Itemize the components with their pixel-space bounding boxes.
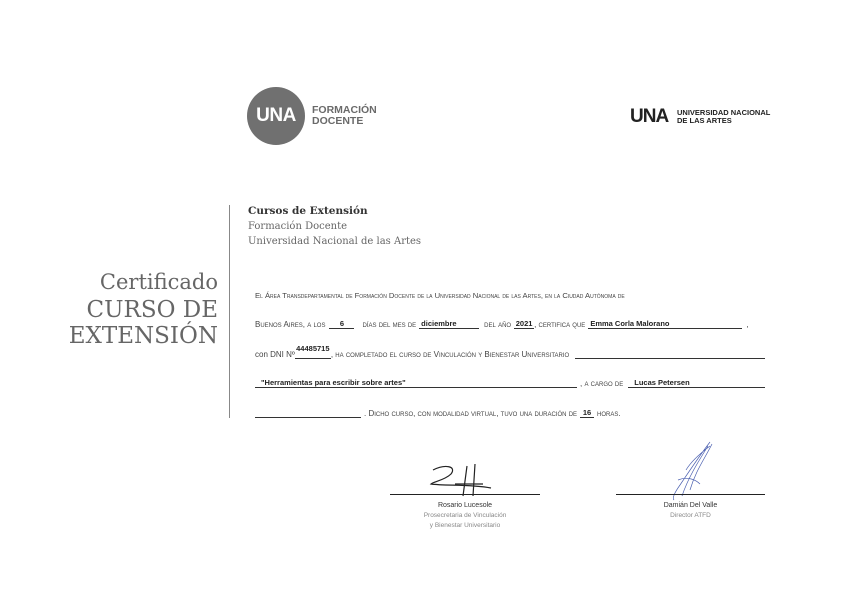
body-line-5 [255,406,765,418]
body-text: , certifica que [534,320,586,329]
body-text: El Área Transdepartamental de Formación Docente de la Universidad Nacional de las Artes, en la Ciudad Autónoma de [255,291,625,300]
signatory-1 [390,501,540,531]
signature-damian [660,440,720,502]
course-type-field [575,347,765,359]
body-text: , ha completado el curso de Vinculación y Bienestar Universitario [330,350,570,359]
formacion-docente-logo-text [312,105,377,127]
body-text: Buenos Aires, a los [255,320,326,329]
body-line-1 [255,288,765,300]
day-field: 6 [329,317,354,329]
extra-field [255,406,361,418]
dni-field: 44485715 [295,344,331,359]
body-text: horas. [597,409,621,418]
body-text: , [746,320,749,329]
body-text: días del mes de [362,320,417,329]
certificate-type-line2: EXTENSIÓN [68,323,218,349]
body-text: con DNI Nº [255,350,295,359]
signatory-role: Director ATFD [670,512,711,519]
divider [229,205,230,418]
month-field: diciembre [419,318,479,329]
body-text: , a cargo de [580,379,624,388]
issuer-header [248,204,421,249]
header-line1: Formación Docente [248,221,348,232]
year-field: 2021 [515,319,533,328]
participant-name-field: Emma Corla Malorano [588,318,742,329]
signatory-role: Prosecretaria de Vinculación [423,512,507,519]
signatory-name: Rosario Lucesole [437,502,493,509]
logo-text-line2: DOCENTE [312,115,364,127]
certificate-word: Certificado [99,270,218,294]
una-formacion-logo-mark: UNA [247,87,305,145]
body-line-4 [255,376,765,388]
logo-text-line1: FORMACIÓN [312,104,377,116]
una-university-logo-mark: UNA [630,106,669,127]
body-text: del año [484,320,512,329]
hours-field: 16 [580,406,594,418]
logo-right-line2: DE LAS ARTES [677,116,732,125]
certificate-type-line1: CURSO DE [86,297,218,323]
course-name-field: "Herramientas para escribir sobre artes" [255,377,577,388]
body-line-3 [255,344,765,359]
signatory-role: y Bienestar Universitario [429,522,501,529]
signature-line-1 [390,494,540,495]
una-university-logo-text [677,109,770,125]
signatory-2 [616,501,765,521]
logo-right-line1: UNIVERSIDAD NACIONAL [677,108,771,117]
header-title: Cursos de Extensión [248,205,368,217]
signature-line-2 [616,494,765,495]
teacher-field: Lucas Petersen [628,377,765,388]
signature-rosario [425,462,495,498]
body-line-2 [255,317,765,329]
body-text: . Dicho curso, con modalidad virtual, tuvo una duración de [364,409,578,418]
header-line2: Universidad Nacional de las Artes [248,236,422,247]
signatory-name: Damián Del Valle [663,502,718,509]
